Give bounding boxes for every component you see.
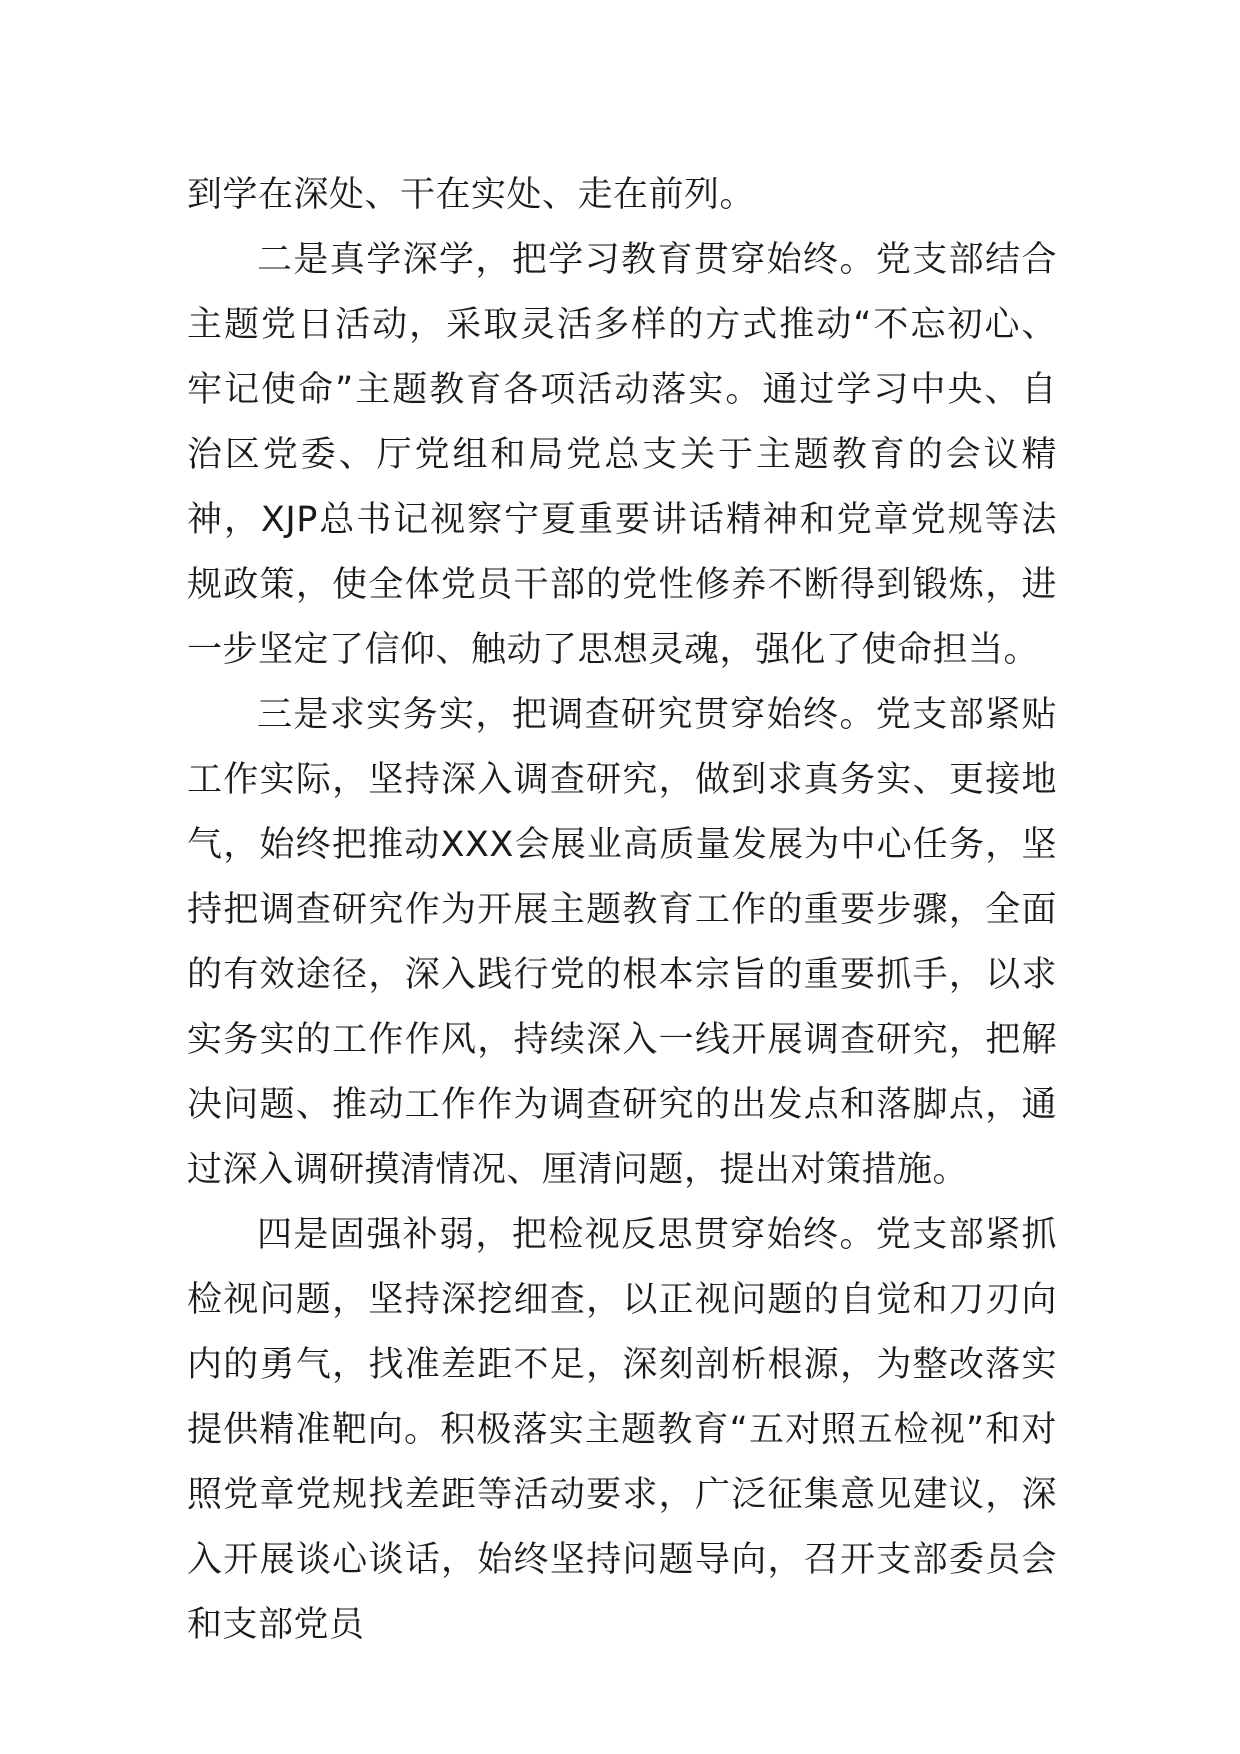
document-body	[187, 163, 1057, 1658]
paragraph-investigation-research: 三是求实务实，把调查研究贯穿始终。党支部紧贴工作实际，坚持深入调查研究，做到求真务实、更接地气，始终把推动XXX会展业高质量发展为中心任务，坚持把调查研究作为开展主题教育工作的重要步骤，全面的有效途径，深入践行党的根本宗旨的重要抓手，以求实务实的工作作风，持续深入一线开展调查研究，把解决问题、推动工作作为调查研究的出发点和落脚点，通过深入调研摸清情况、厘清问题，提出对策措施。	[187, 695, 1057, 1190]
paragraph-continuation: 到学在深处、干在实处、走在前列。	[187, 175, 756, 215]
paragraph-inspection-reflection: 四是固强补弱，把检视反思贯穿始终。党支部紧抓检视问题，坚持深挖细查，以正视问题的自觉和刀刃向内的勇气，找准差距不足，深刻剖析根源，为整改落实提供精准靶向。积极落实主题教育“五对照五检视”和对照党章党规找差距等活动要求，广泛征集意见建议，深入开展谈心谈话，始终坚持问题导向，召开支部委员会和支部党员	[187, 1215, 1057, 1645]
paragraph-study-education: 二是真学深学，把学习教育贯穿始终。党支部结合主题党日活动，采取灵活多样的方式推动“不忘初心、牢记使命”主题教育各项活动落实。通过学习中央、自治区党委、厅党组和局党总支关于主题教育的会议精神，XJP总书记视察宁夏重要讲话精神和党章党规等法规政策，使全体党员干部的党性修养不断得到锻炼，进一步坚定了信仰、触动了思想灵魂，强化了使命担当。	[187, 240, 1057, 670]
